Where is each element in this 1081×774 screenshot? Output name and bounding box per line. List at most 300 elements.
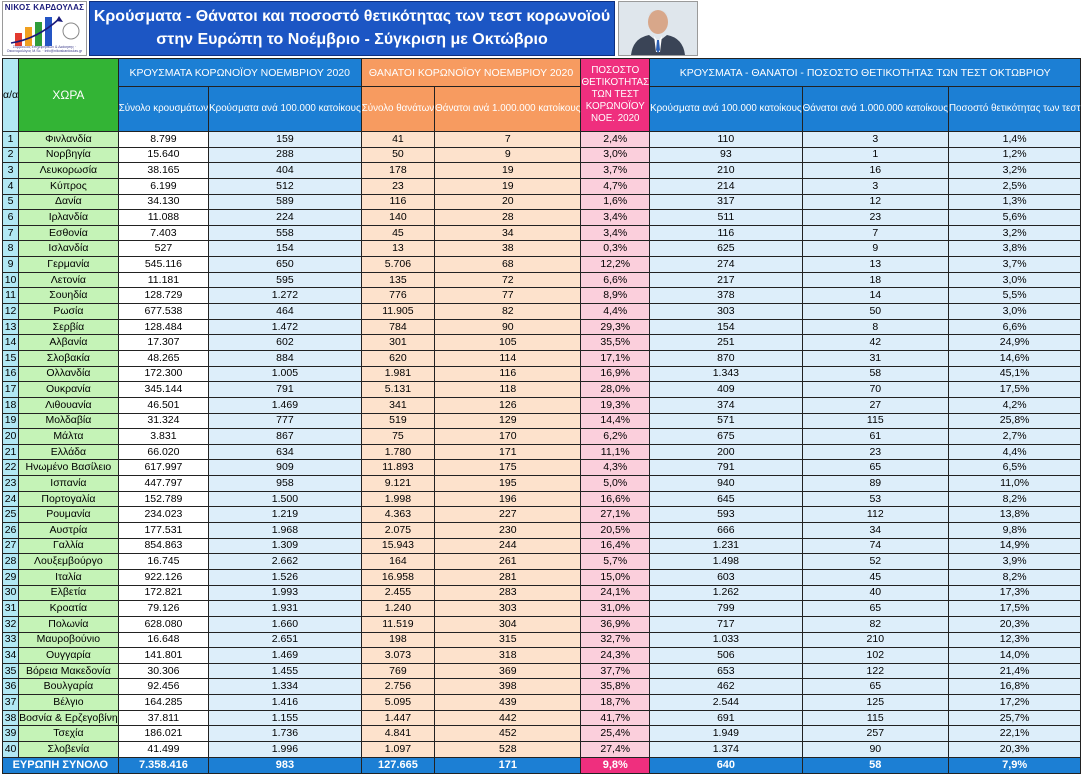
cell-cases-total: 172.821 <box>118 585 208 601</box>
table-row <box>3 272 1081 288</box>
cell-deaths-per-1m: 283 <box>435 585 581 601</box>
cell-oct-deaths-per-1m: 16 <box>802 163 948 179</box>
cell-cases-per-100k: 1.219 <box>209 507 362 523</box>
cell-positivity: 15,0% <box>581 569 650 585</box>
cell-oct-cases-per-100k: 1.033 <box>650 632 803 648</box>
cell-oct-deaths-per-1m: 102 <box>802 648 948 664</box>
cell-cases-per-100k: 1.500 <box>209 491 362 507</box>
table-row <box>3 319 1081 335</box>
table-row <box>3 288 1081 304</box>
cell-country: Μολδαβία <box>19 413 119 429</box>
cell-oct-positivity: 3,2% <box>948 225 1080 241</box>
cell-index: 34 <box>3 648 19 664</box>
table-row <box>3 726 1081 742</box>
cell-deaths-total: 1.998 <box>361 491 434 507</box>
cell-oct-cases-per-100k: 940 <box>650 476 803 492</box>
cell-deaths-per-1m: 230 <box>435 523 581 539</box>
total-cases: 7.358.416 <box>118 757 208 773</box>
cell-country: Πορτογαλία <box>19 491 119 507</box>
cell-deaths-total: 620 <box>361 350 434 366</box>
table-row <box>3 210 1081 226</box>
cell-index: 28 <box>3 554 19 570</box>
cell-cases-total: 48.265 <box>118 350 208 366</box>
logo-tagline: Σύμβουλος Επιχειρήσεων & Διοίκησης · Οικονομολόγος Μ.Sc. · info@nikoskardoulas.gr <box>6 45 83 53</box>
cell-positivity: 32,7% <box>581 632 650 648</box>
cell-oct-deaths-per-1m: 65 <box>802 601 948 617</box>
cell-oct-cases-per-100k: 593 <box>650 507 803 523</box>
cell-country: Γερμανία <box>19 257 119 273</box>
cell-oct-deaths-per-1m: 7 <box>802 225 948 241</box>
cell-deaths-per-1m: 20 <box>435 194 581 210</box>
cell-cases-per-100k: 1.526 <box>209 569 362 585</box>
cell-oct-positivity: 11,0% <box>948 476 1080 492</box>
header-cases-per-100k: Κρούσματα ανά 100.000 κατοίκους <box>209 87 362 132</box>
cell-index: 1 <box>3 132 19 148</box>
cell-positivity: 4,3% <box>581 460 650 476</box>
cell-cases-total: 34.130 <box>118 194 208 210</box>
table-row <box>3 538 1081 554</box>
table-row <box>3 194 1081 210</box>
cell-oct-deaths-per-1m: 3 <box>802 132 948 148</box>
cell-deaths-per-1m: 38 <box>435 241 581 257</box>
cell-cases-total: 30.306 <box>118 663 208 679</box>
cell-country: Ισπανία <box>19 476 119 492</box>
cell-oct-deaths-per-1m: 42 <box>802 335 948 351</box>
total-cases-per-100k: 983 <box>209 757 362 773</box>
cell-oct-cases-per-100k: 2.544 <box>650 695 803 711</box>
cell-oct-cases-per-100k: 317 <box>650 194 803 210</box>
cell-country: Λουξεμβούργο <box>19 554 119 570</box>
cell-country: Ρουμανία <box>19 507 119 523</box>
cell-deaths-total: 2.455 <box>361 585 434 601</box>
cell-deaths-per-1m: 19 <box>435 163 581 179</box>
cell-oct-cases-per-100k: 625 <box>650 241 803 257</box>
cell-cases-total: 16.745 <box>118 554 208 570</box>
cell-oct-positivity: 25,8% <box>948 413 1080 429</box>
cell-oct-positivity: 20,3% <box>948 616 1080 632</box>
cell-cases-total: 37.811 <box>118 710 208 726</box>
cell-positivity: 3,4% <box>581 210 650 226</box>
cell-country: Ελλάδα <box>19 444 119 460</box>
cell-oct-deaths-per-1m: 90 <box>802 741 948 757</box>
cell-cases-per-100k: 1.334 <box>209 679 362 695</box>
total-deaths: 127.665 <box>361 757 434 773</box>
table-row <box>3 132 1081 148</box>
cell-deaths-total: 1.780 <box>361 444 434 460</box>
header-country: ΧΩΡΑ <box>19 59 119 132</box>
cell-cases-total: 8.799 <box>118 132 208 148</box>
cell-country: Πολωνία <box>19 616 119 632</box>
cell-positivity: 19,3% <box>581 397 650 413</box>
cell-deaths-per-1m: 244 <box>435 538 581 554</box>
cell-oct-cases-per-100k: 666 <box>650 523 803 539</box>
cell-index: 14 <box>3 335 19 351</box>
table-row <box>3 460 1081 476</box>
cell-index: 26 <box>3 523 19 539</box>
table-row <box>3 241 1081 257</box>
page-title-line1: Κρούσματα - Θάνατοι και ποσοστό θετικότητας των τεστ κορωνοϊού <box>93 8 611 25</box>
cell-country: Ισλανδία <box>19 241 119 257</box>
cell-cases-per-100k: 1.996 <box>209 741 362 757</box>
cell-oct-deaths-per-1m: 74 <box>802 538 948 554</box>
cell-index: 3 <box>3 163 19 179</box>
cell-oct-deaths-per-1m: 18 <box>802 272 948 288</box>
table-row <box>3 147 1081 163</box>
table-row <box>3 585 1081 601</box>
cell-country: Μάλτα <box>19 429 119 445</box>
cell-index: 32 <box>3 616 19 632</box>
cell-cases-per-100k: 909 <box>209 460 362 476</box>
cell-positivity: 24,1% <box>581 585 650 601</box>
cell-index: 18 <box>3 397 19 413</box>
cell-index: 7 <box>3 225 19 241</box>
cell-cases-total: 31.324 <box>118 413 208 429</box>
table-row <box>3 397 1081 413</box>
table-row <box>3 507 1081 523</box>
cell-positivity: 5,0% <box>581 476 650 492</box>
cell-deaths-total: 45 <box>361 225 434 241</box>
header-group-october: ΚΡΟΥΣΜΑΤΑ - ΘΑΝΑΤΟΙ - ΠΟΣΟΣΤΟ ΘΕΤΙΚΟΤΗΤΑΣ ΤΩΝ ΤΕΣΤ ΟΚΤΩΒΡΙΟΥ <box>650 59 1081 87</box>
cell-oct-deaths-per-1m: 12 <box>802 194 948 210</box>
cell-deaths-per-1m: 452 <box>435 726 581 742</box>
cell-country: Λιθουανία <box>19 397 119 413</box>
header-positivity: ΠΟΣΟΣΤΟ ΘΕΤΙΚΟΤΗΤΑΣ ΤΩΝ ΤΕΣΤ ΚΟΡΩΝΟΪΟΥ ΝΟΕ. 2020 <box>581 59 650 132</box>
cell-country: Φινλανδία <box>19 132 119 148</box>
cell-cases-per-100k: 1.968 <box>209 523 362 539</box>
cell-cases-per-100k: 159 <box>209 132 362 148</box>
cell-deaths-total: 1.447 <box>361 710 434 726</box>
cell-cases-total: 141.801 <box>118 648 208 664</box>
cell-cases-per-100k: 288 <box>209 147 362 163</box>
cell-oct-positivity: 17,5% <box>948 382 1080 398</box>
cell-index: 40 <box>3 741 19 757</box>
cell-oct-positivity: 16,8% <box>948 679 1080 695</box>
cell-cases-total: 545.116 <box>118 257 208 273</box>
cell-index: 23 <box>3 476 19 492</box>
cell-cases-per-100k: 224 <box>209 210 362 226</box>
cell-cases-total: 617.997 <box>118 460 208 476</box>
cell-positivity: 3,0% <box>581 147 650 163</box>
cell-deaths-total: 519 <box>361 413 434 429</box>
cell-deaths-total: 4.841 <box>361 726 434 742</box>
cell-deaths-total: 11.893 <box>361 460 434 476</box>
cell-oct-positivity: 4,4% <box>948 444 1080 460</box>
cell-oct-positivity: 13,8% <box>948 507 1080 523</box>
cell-oct-deaths-per-1m: 58 <box>802 366 948 382</box>
cell-positivity: 16,4% <box>581 538 650 554</box>
cell-cases-per-100k: 1.155 <box>209 710 362 726</box>
cell-oct-cases-per-100k: 1.343 <box>650 366 803 382</box>
cell-deaths-per-1m: 82 <box>435 304 581 320</box>
cell-oct-positivity: 3,8% <box>948 241 1080 257</box>
cell-oct-positivity: 25,7% <box>948 710 1080 726</box>
cell-oct-deaths-per-1m: 65 <box>802 460 948 476</box>
cell-oct-deaths-per-1m: 115 <box>802 413 948 429</box>
cell-cases-total: 11.088 <box>118 210 208 226</box>
cell-oct-cases-per-100k: 93 <box>650 147 803 163</box>
cell-oct-deaths-per-1m: 125 <box>802 695 948 711</box>
cell-cases-total: 16.648 <box>118 632 208 648</box>
cell-oct-cases-per-100k: 303 <box>650 304 803 320</box>
cell-positivity: 17,1% <box>581 350 650 366</box>
cell-country: Αλβανία <box>19 335 119 351</box>
cell-deaths-per-1m: 77 <box>435 288 581 304</box>
cell-positivity: 20,5% <box>581 523 650 539</box>
cell-deaths-per-1m: 72 <box>435 272 581 288</box>
cell-cases-total: 46.501 <box>118 397 208 413</box>
cell-cases-per-100k: 777 <box>209 413 362 429</box>
cell-deaths-total: 11.519 <box>361 616 434 632</box>
cell-oct-deaths-per-1m: 50 <box>802 304 948 320</box>
cell-oct-positivity: 17,3% <box>948 585 1080 601</box>
cell-positivity: 41,7% <box>581 710 650 726</box>
cell-cases-total: 345.144 <box>118 382 208 398</box>
cell-oct-cases-per-100k: 378 <box>650 288 803 304</box>
cell-country: Βόρεια Μακεδονία <box>19 663 119 679</box>
cell-deaths-total: 5.706 <box>361 257 434 273</box>
cell-index: 10 <box>3 272 19 288</box>
cell-cases-per-100k: 958 <box>209 476 362 492</box>
cell-cases-total: 79.126 <box>118 601 208 617</box>
cell-deaths-total: 164 <box>361 554 434 570</box>
cell-positivity: 16,9% <box>581 366 650 382</box>
cell-oct-deaths-per-1m: 31 <box>802 350 948 366</box>
cell-deaths-total: 784 <box>361 319 434 335</box>
cell-country: Γαλλία <box>19 538 119 554</box>
cell-positivity: 5,7% <box>581 554 650 570</box>
cell-cases-per-100k: 634 <box>209 444 362 460</box>
cell-index: 11 <box>3 288 19 304</box>
header <box>0 0 699 57</box>
cell-index: 19 <box>3 413 19 429</box>
cell-deaths-per-1m: 175 <box>435 460 581 476</box>
cell-country: Σερβία <box>19 319 119 335</box>
cell-positivity: 1,6% <box>581 194 650 210</box>
cell-country: Σουηδία <box>19 288 119 304</box>
cell-oct-deaths-per-1m: 40 <box>802 585 948 601</box>
table-row <box>3 257 1081 273</box>
table-row <box>3 429 1081 445</box>
cell-cases-total: 152.789 <box>118 491 208 507</box>
table-row <box>3 476 1081 492</box>
cell-positivity: 37,7% <box>581 663 650 679</box>
cell-oct-cases-per-100k: 1.498 <box>650 554 803 570</box>
cell-country: Κροατία <box>19 601 119 617</box>
table-row <box>3 491 1081 507</box>
cell-index: 2 <box>3 147 19 163</box>
cell-oct-deaths-per-1m: 112 <box>802 507 948 523</box>
cell-cases-total: 128.729 <box>118 288 208 304</box>
cell-country: Ιρλανδία <box>19 210 119 226</box>
cell-deaths-per-1m: 116 <box>435 366 581 382</box>
header-group-cases: ΚΡΟΥΣΜΑΤΑ ΚΟΡΩΝΟΪΟΥ ΝΟΕΜΒΡΙΟΥ 2020 <box>118 59 361 87</box>
cell-oct-positivity: 3,7% <box>948 257 1080 273</box>
cell-cases-total: 7.403 <box>118 225 208 241</box>
cell-oct-positivity: 5,5% <box>948 288 1080 304</box>
cell-index: 15 <box>3 350 19 366</box>
cell-deaths-total: 15.943 <box>361 538 434 554</box>
cell-oct-positivity: 4,2% <box>948 397 1080 413</box>
header-group-deaths: ΘΑΝΑΤΟΙ ΚΟΡΩΝΟΪΟΥ ΝΟΕΜΒΡΙΟΥ 2020 <box>361 59 581 87</box>
cell-oct-cases-per-100k: 214 <box>650 178 803 194</box>
cell-oct-positivity: 3,0% <box>948 272 1080 288</box>
cell-positivity: 2,4% <box>581 132 650 148</box>
table-row <box>3 444 1081 460</box>
cell-positivity: 36,9% <box>581 616 650 632</box>
cell-oct-positivity: 1,2% <box>948 147 1080 163</box>
cell-oct-cases-per-100k: 870 <box>650 350 803 366</box>
cell-country: Κύπρος <box>19 178 119 194</box>
cell-index: 21 <box>3 444 19 460</box>
cell-country: Σλοβενία <box>19 741 119 757</box>
cell-deaths-total: 116 <box>361 194 434 210</box>
cell-deaths-per-1m: 318 <box>435 648 581 664</box>
cell-deaths-total: 5.131 <box>361 382 434 398</box>
cell-cases-total: 854.863 <box>118 538 208 554</box>
total-label: ΕΥΡΩΠΗ ΣΥΝΟΛΟ <box>3 757 119 773</box>
cell-country: Ελβετία <box>19 585 119 601</box>
cell-cases-total: 11.181 <box>118 272 208 288</box>
cell-oct-cases-per-100k: 210 <box>650 163 803 179</box>
cell-deaths-total: 140 <box>361 210 434 226</box>
cell-deaths-per-1m: 528 <box>435 741 581 757</box>
cell-deaths-total: 4.363 <box>361 507 434 523</box>
cell-oct-deaths-per-1m: 257 <box>802 726 948 742</box>
cell-country: Εσθονία <box>19 225 119 241</box>
cell-positivity: 11,1% <box>581 444 650 460</box>
cell-deaths-total: 135 <box>361 272 434 288</box>
cell-oct-deaths-per-1m: 52 <box>802 554 948 570</box>
brand-logo <box>2 1 87 56</box>
page-title-line2: στην Ευρώπη το Νοέμβριο - Σύγκριση με Οκτώβριο <box>156 31 548 48</box>
cell-oct-positivity: 2,7% <box>948 429 1080 445</box>
cell-country: Μαυροβούνιο <box>19 632 119 648</box>
cell-deaths-per-1m: 19 <box>435 178 581 194</box>
cell-deaths-per-1m: 439 <box>435 695 581 711</box>
cell-deaths-per-1m: 7 <box>435 132 581 148</box>
cell-oct-deaths-per-1m: 115 <box>802 710 948 726</box>
cell-oct-deaths-per-1m: 82 <box>802 616 948 632</box>
cell-deaths-total: 9.121 <box>361 476 434 492</box>
cell-positivity: 6,2% <box>581 429 650 445</box>
cell-index: 36 <box>3 679 19 695</box>
cell-deaths-per-1m: 118 <box>435 382 581 398</box>
cell-cases-total: 164.285 <box>118 695 208 711</box>
cell-oct-positivity: 12,3% <box>948 632 1080 648</box>
cell-cases-total: 17.307 <box>118 335 208 351</box>
cell-oct-cases-per-100k: 462 <box>650 679 803 695</box>
cell-oct-deaths-per-1m: 1 <box>802 147 948 163</box>
cell-positivity: 31,0% <box>581 601 650 617</box>
cell-oct-cases-per-100k: 274 <box>650 257 803 273</box>
cell-oct-cases-per-100k: 110 <box>650 132 803 148</box>
cell-oct-deaths-per-1m: 13 <box>802 257 948 273</box>
cell-cases-per-100k: 1.416 <box>209 695 362 711</box>
cell-cases-per-100k: 464 <box>209 304 362 320</box>
cell-positivity: 3,4% <box>581 225 650 241</box>
cell-index: 31 <box>3 601 19 617</box>
cell-oct-positivity: 20,3% <box>948 741 1080 757</box>
cell-positivity: 16,6% <box>581 491 650 507</box>
cell-cases-per-100k: 791 <box>209 382 362 398</box>
total-positivity: 9,8% <box>581 757 650 773</box>
cell-oct-deaths-per-1m: 61 <box>802 429 948 445</box>
cell-deaths-per-1m: 281 <box>435 569 581 585</box>
header-deaths-total: Σύνολο θανάτων <box>361 87 434 132</box>
total-oct-cases-per-100k: 640 <box>650 757 803 773</box>
cell-oct-deaths-per-1m: 3 <box>802 178 948 194</box>
cell-oct-cases-per-100k: 251 <box>650 335 803 351</box>
cell-deaths-per-1m: 90 <box>435 319 581 335</box>
person-portrait-icon <box>619 2 697 55</box>
total-oct-deaths-per-1m: 58 <box>802 757 948 773</box>
header-deaths-per-1m: Θάνατοι ανά 1.000.000 κατοίκους <box>435 87 581 132</box>
cell-deaths-total: 2.756 <box>361 679 434 695</box>
table-row <box>3 679 1081 695</box>
cell-country: Σλοβακία <box>19 350 119 366</box>
cell-positivity: 35,8% <box>581 679 650 695</box>
cell-country: Βέλγιο <box>19 695 119 711</box>
cell-deaths-total: 13 <box>361 241 434 257</box>
cell-deaths-per-1m: 34 <box>435 225 581 241</box>
cell-positivity: 24,3% <box>581 648 650 664</box>
table-row <box>3 695 1081 711</box>
table-body <box>3 132 1081 758</box>
cell-oct-cases-per-100k: 799 <box>650 601 803 617</box>
cell-country: Νορβηγία <box>19 147 119 163</box>
cell-country: Ουκρανία <box>19 382 119 398</box>
cell-oct-cases-per-100k: 217 <box>650 272 803 288</box>
cell-cases-per-100k: 558 <box>209 225 362 241</box>
cell-positivity: 27,4% <box>581 741 650 757</box>
table-row <box>3 741 1081 757</box>
cell-deaths-total: 178 <box>361 163 434 179</box>
cell-deaths-per-1m: 398 <box>435 679 581 695</box>
cell-country: Αυστρία <box>19 523 119 539</box>
cell-oct-cases-per-100k: 511 <box>650 210 803 226</box>
cell-deaths-total: 11.905 <box>361 304 434 320</box>
header-oct-deaths-per-1m: Θάνατοι ανά 1.000.000 κατοίκους <box>802 87 948 132</box>
cell-positivity: 12,2% <box>581 257 650 273</box>
cell-deaths-total: 50 <box>361 147 434 163</box>
cell-country: Βοσνία & Ερζεγοβίνη <box>19 710 119 726</box>
cell-cases-total: 677.538 <box>118 304 208 320</box>
table-row <box>3 178 1081 194</box>
cell-oct-deaths-per-1m: 65 <box>802 679 948 695</box>
cell-oct-deaths-per-1m: 70 <box>802 382 948 398</box>
cell-positivity: 29,3% <box>581 319 650 335</box>
cell-oct-cases-per-100k: 1.262 <box>650 585 803 601</box>
cell-cases-total: 41.499 <box>118 741 208 757</box>
cell-index: 25 <box>3 507 19 523</box>
cell-deaths-per-1m: 114 <box>435 350 581 366</box>
cell-positivity: 27,1% <box>581 507 650 523</box>
cell-index: 12 <box>3 304 19 320</box>
cell-oct-positivity: 6,5% <box>948 460 1080 476</box>
cell-index: 13 <box>3 319 19 335</box>
cell-cases-per-100k: 650 <box>209 257 362 273</box>
table-row <box>3 382 1081 398</box>
table-row <box>3 366 1081 382</box>
cell-deaths-per-1m: 442 <box>435 710 581 726</box>
cell-cases-total: 6.199 <box>118 178 208 194</box>
cell-index: 16 <box>3 366 19 382</box>
cell-oct-positivity: 2,5% <box>948 178 1080 194</box>
cell-index: 8 <box>3 241 19 257</box>
cell-oct-deaths-per-1m: 122 <box>802 663 948 679</box>
header-oct-positivity: Ποσοστό θετικότητας των τεστ <box>948 87 1080 132</box>
cell-oct-positivity: 17,5% <box>948 601 1080 617</box>
